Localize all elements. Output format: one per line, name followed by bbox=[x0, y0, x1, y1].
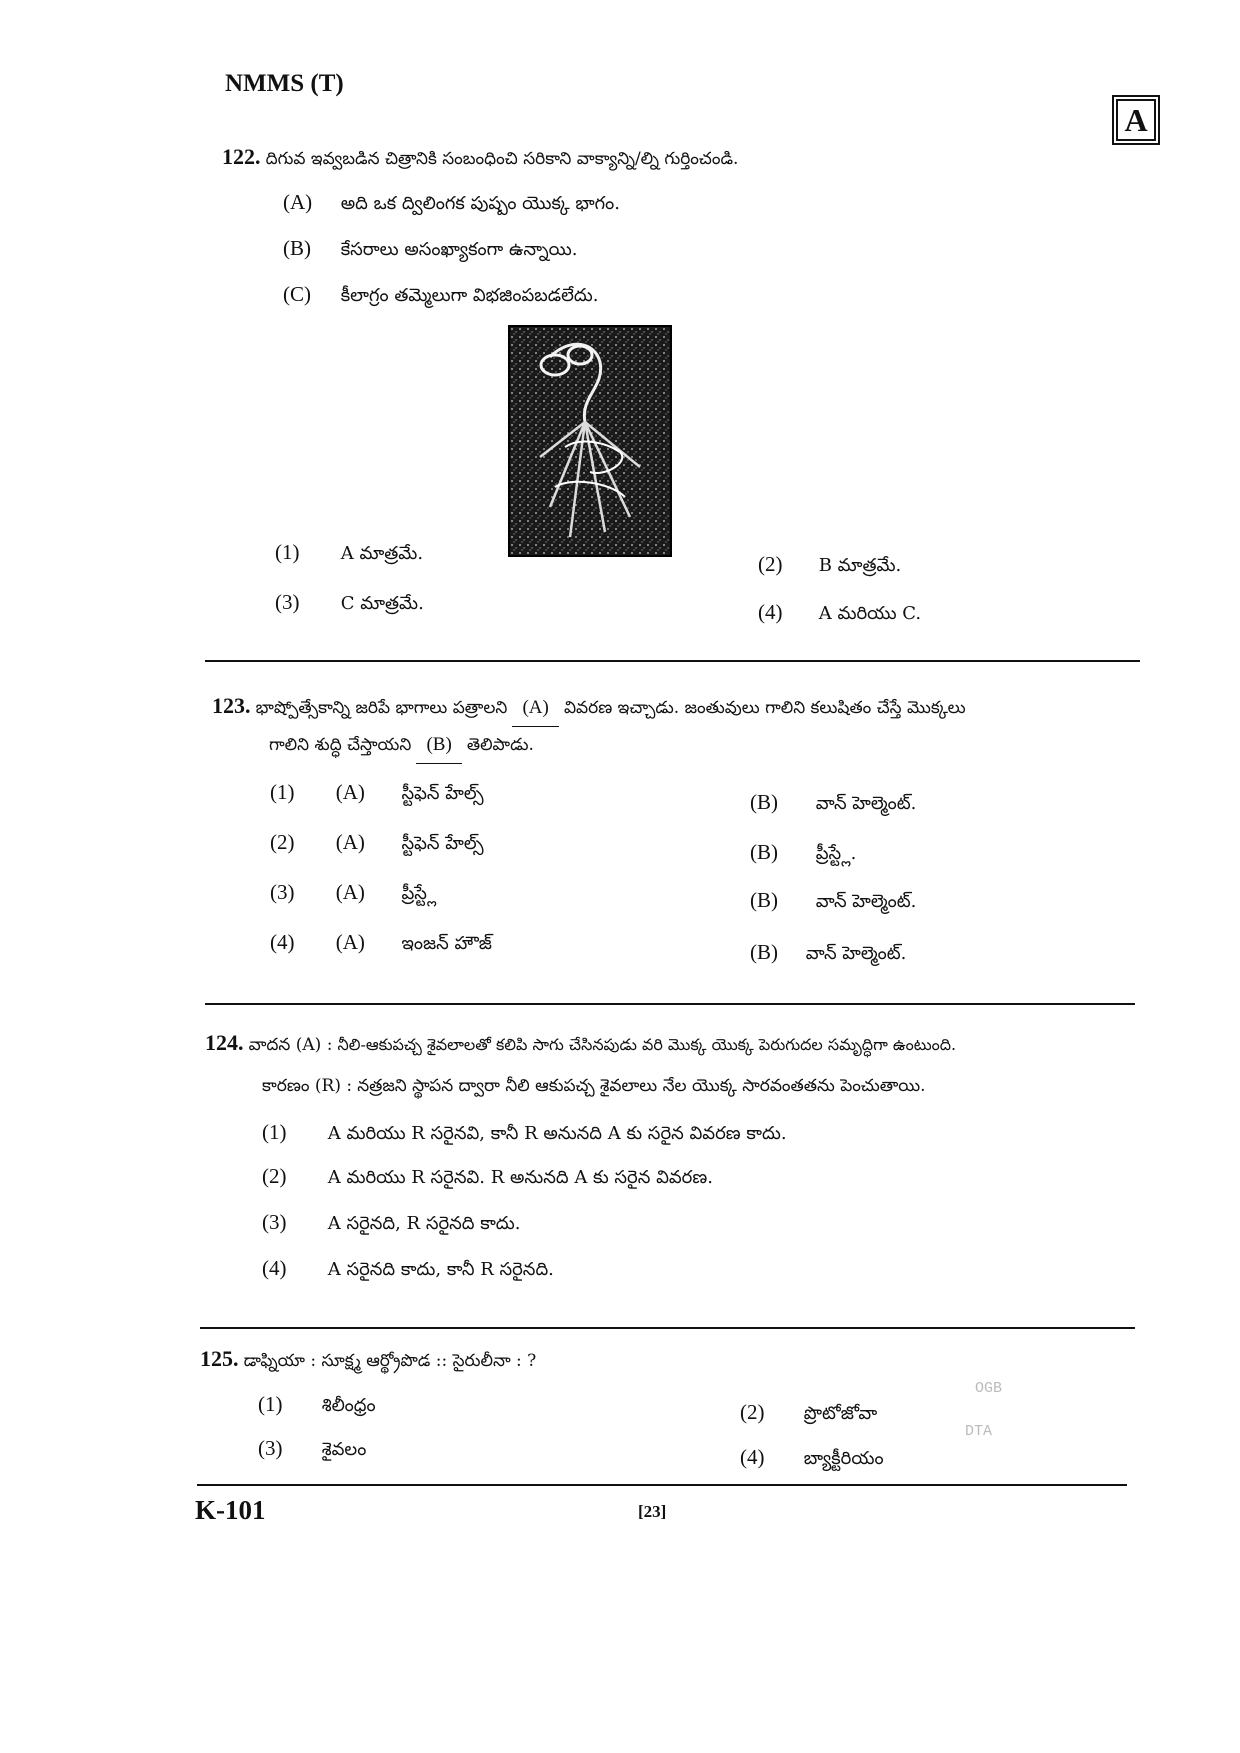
statement-b: (B) కేసరాలు అసంఖ్యాకంగా ఉన్నాయి. bbox=[283, 236, 578, 260]
exam-header: NMMS (T) bbox=[225, 70, 344, 97]
flower-part-image bbox=[508, 325, 672, 557]
blank-b: (B) bbox=[416, 727, 461, 764]
question-124 bbox=[205, 1030, 1155, 1059]
q125-option-4[interactable]: (4) బ్యాక్టీరియం bbox=[740, 1445, 884, 1469]
q125-option-3[interactable]: (3) శైవలం bbox=[258, 1436, 367, 1460]
assertion-label: వాదన (A) : bbox=[248, 1035, 333, 1055]
q124-option-3[interactable]: (3) A సరైనది, R సరైనది కాదు. bbox=[262, 1210, 521, 1234]
divider bbox=[205, 1003, 1135, 1005]
divider bbox=[200, 1327, 1135, 1329]
paper-code: K-101 bbox=[195, 1495, 266, 1525]
faint-mark: DTA bbox=[965, 1423, 993, 1440]
q123-option-2-b: (B) ప్రీస్ట్లే. bbox=[750, 840, 857, 864]
q123-option-1[interactable]: (1) (A) స్టీఫెన్ హేల్స్ bbox=[270, 780, 484, 804]
q124-option-4[interactable]: (4) A సరైనది కాదు, కానీ R సరైనది. bbox=[262, 1256, 554, 1280]
question-123: 123. భాష్పోత్సేకాన్ని జరిపే భాగాలు పత్రాలని (A) వివరణ ఇచ్చాడు. జంతువులు గాలిని కలుషితం చేస్తే మొక్కలు గాలిని శుద్ధి చేస్తాయని (B) తెలిపాడు. bbox=[212, 688, 1152, 764]
q124-option-1[interactable]: (1) A మరియు R సరైనవి, కానీ R అనునది A కు సరైన వివరణ కాదు. bbox=[262, 1120, 787, 1144]
reason-label: కారణం (R) : bbox=[262, 1076, 353, 1096]
question-122 bbox=[222, 144, 738, 173]
question-number: 123. bbox=[212, 693, 251, 718]
page-number: [23] bbox=[638, 1502, 667, 1521]
assertion-text: నీలి-ఆకుపచ్చ శైవలాలతో కలిపి సాగు చేసినపుడు వరి మొక్క యొక్క పెరుగుదల సమృద్ధిగా ఉంటుంది. bbox=[337, 1035, 957, 1054]
divider bbox=[205, 660, 1140, 662]
question-text: డాఫ్నియా : సూక్ష్మ ఆర్థ్రోపొడ :: సైరులీనా : ? bbox=[243, 1351, 537, 1371]
q123-option-4[interactable]: (4) (A) ఇంజన్ హౌజ్ bbox=[270, 930, 492, 954]
q125-option-1[interactable]: (1) శిలీంధ్రం bbox=[258, 1392, 376, 1416]
q122-option-4[interactable]: (4) A మరియు C. bbox=[758, 600, 922, 624]
question-125 bbox=[200, 1346, 536, 1375]
divider bbox=[197, 1484, 1127, 1486]
reason bbox=[262, 1076, 1162, 1100]
q122-option-1[interactable]: (1) A మాత్రమే. bbox=[275, 540, 424, 564]
q123-option-4-b: (B) వాన్ హెల్మెంట్. bbox=[750, 940, 907, 964]
question-number: 124. bbox=[205, 1030, 244, 1055]
question-number: 125. bbox=[200, 1346, 239, 1371]
question-number: 122. bbox=[222, 144, 261, 169]
blank-a: (A) bbox=[512, 690, 558, 727]
q122-option-2[interactable]: (2) B మాత్రమే. bbox=[758, 552, 902, 576]
q124-option-2[interactable]: (2) A మరియు R సరైనవి. R అనునది A కు సరైన వివరణ. bbox=[262, 1164, 713, 1188]
set-code-box: A bbox=[1112, 95, 1160, 145]
q123-option-1-b: (B) వాన్ హెల్మెంట్. bbox=[750, 790, 917, 814]
q122-option-3[interactable]: (3) C మాత్రమే. bbox=[275, 590, 424, 614]
q123-option-3-b: (B) వాన్ హెల్మెంట్. bbox=[750, 888, 917, 912]
statement-c: (C) కీలాగ్రం తమ్మెలుగా విభజింపబడలేదు. bbox=[283, 282, 599, 306]
q125-option-2[interactable]: (2) ప్రొటోజోవా bbox=[740, 1400, 878, 1424]
question-text: దిగువ ఇవ్వబడిన చిత్రానికి సంబంధించి సరికాని వాక్యాన్ని/ల్ని గుర్తించండి. bbox=[265, 149, 739, 169]
faint-mark: OGB bbox=[975, 1380, 1003, 1397]
statement-a: (A) అది ఒక ద్విలింగక పుష్పం యొక్క భాగం. bbox=[283, 190, 621, 214]
q123-option-2[interactable]: (2) (A) స్టీఫెన్ హేల్స్ bbox=[270, 830, 484, 854]
q123-option-3[interactable]: (3) (A) ప్రీస్ట్లే bbox=[270, 880, 437, 904]
stamen-illustration bbox=[510, 327, 670, 555]
reason-text: నత్రజని స్థాపన ద్వారా నీలి ఆకుపచ్చ శైవలాలు నేల యొక్క సారవంతతను పెంచుతాయి. bbox=[357, 1076, 926, 1096]
